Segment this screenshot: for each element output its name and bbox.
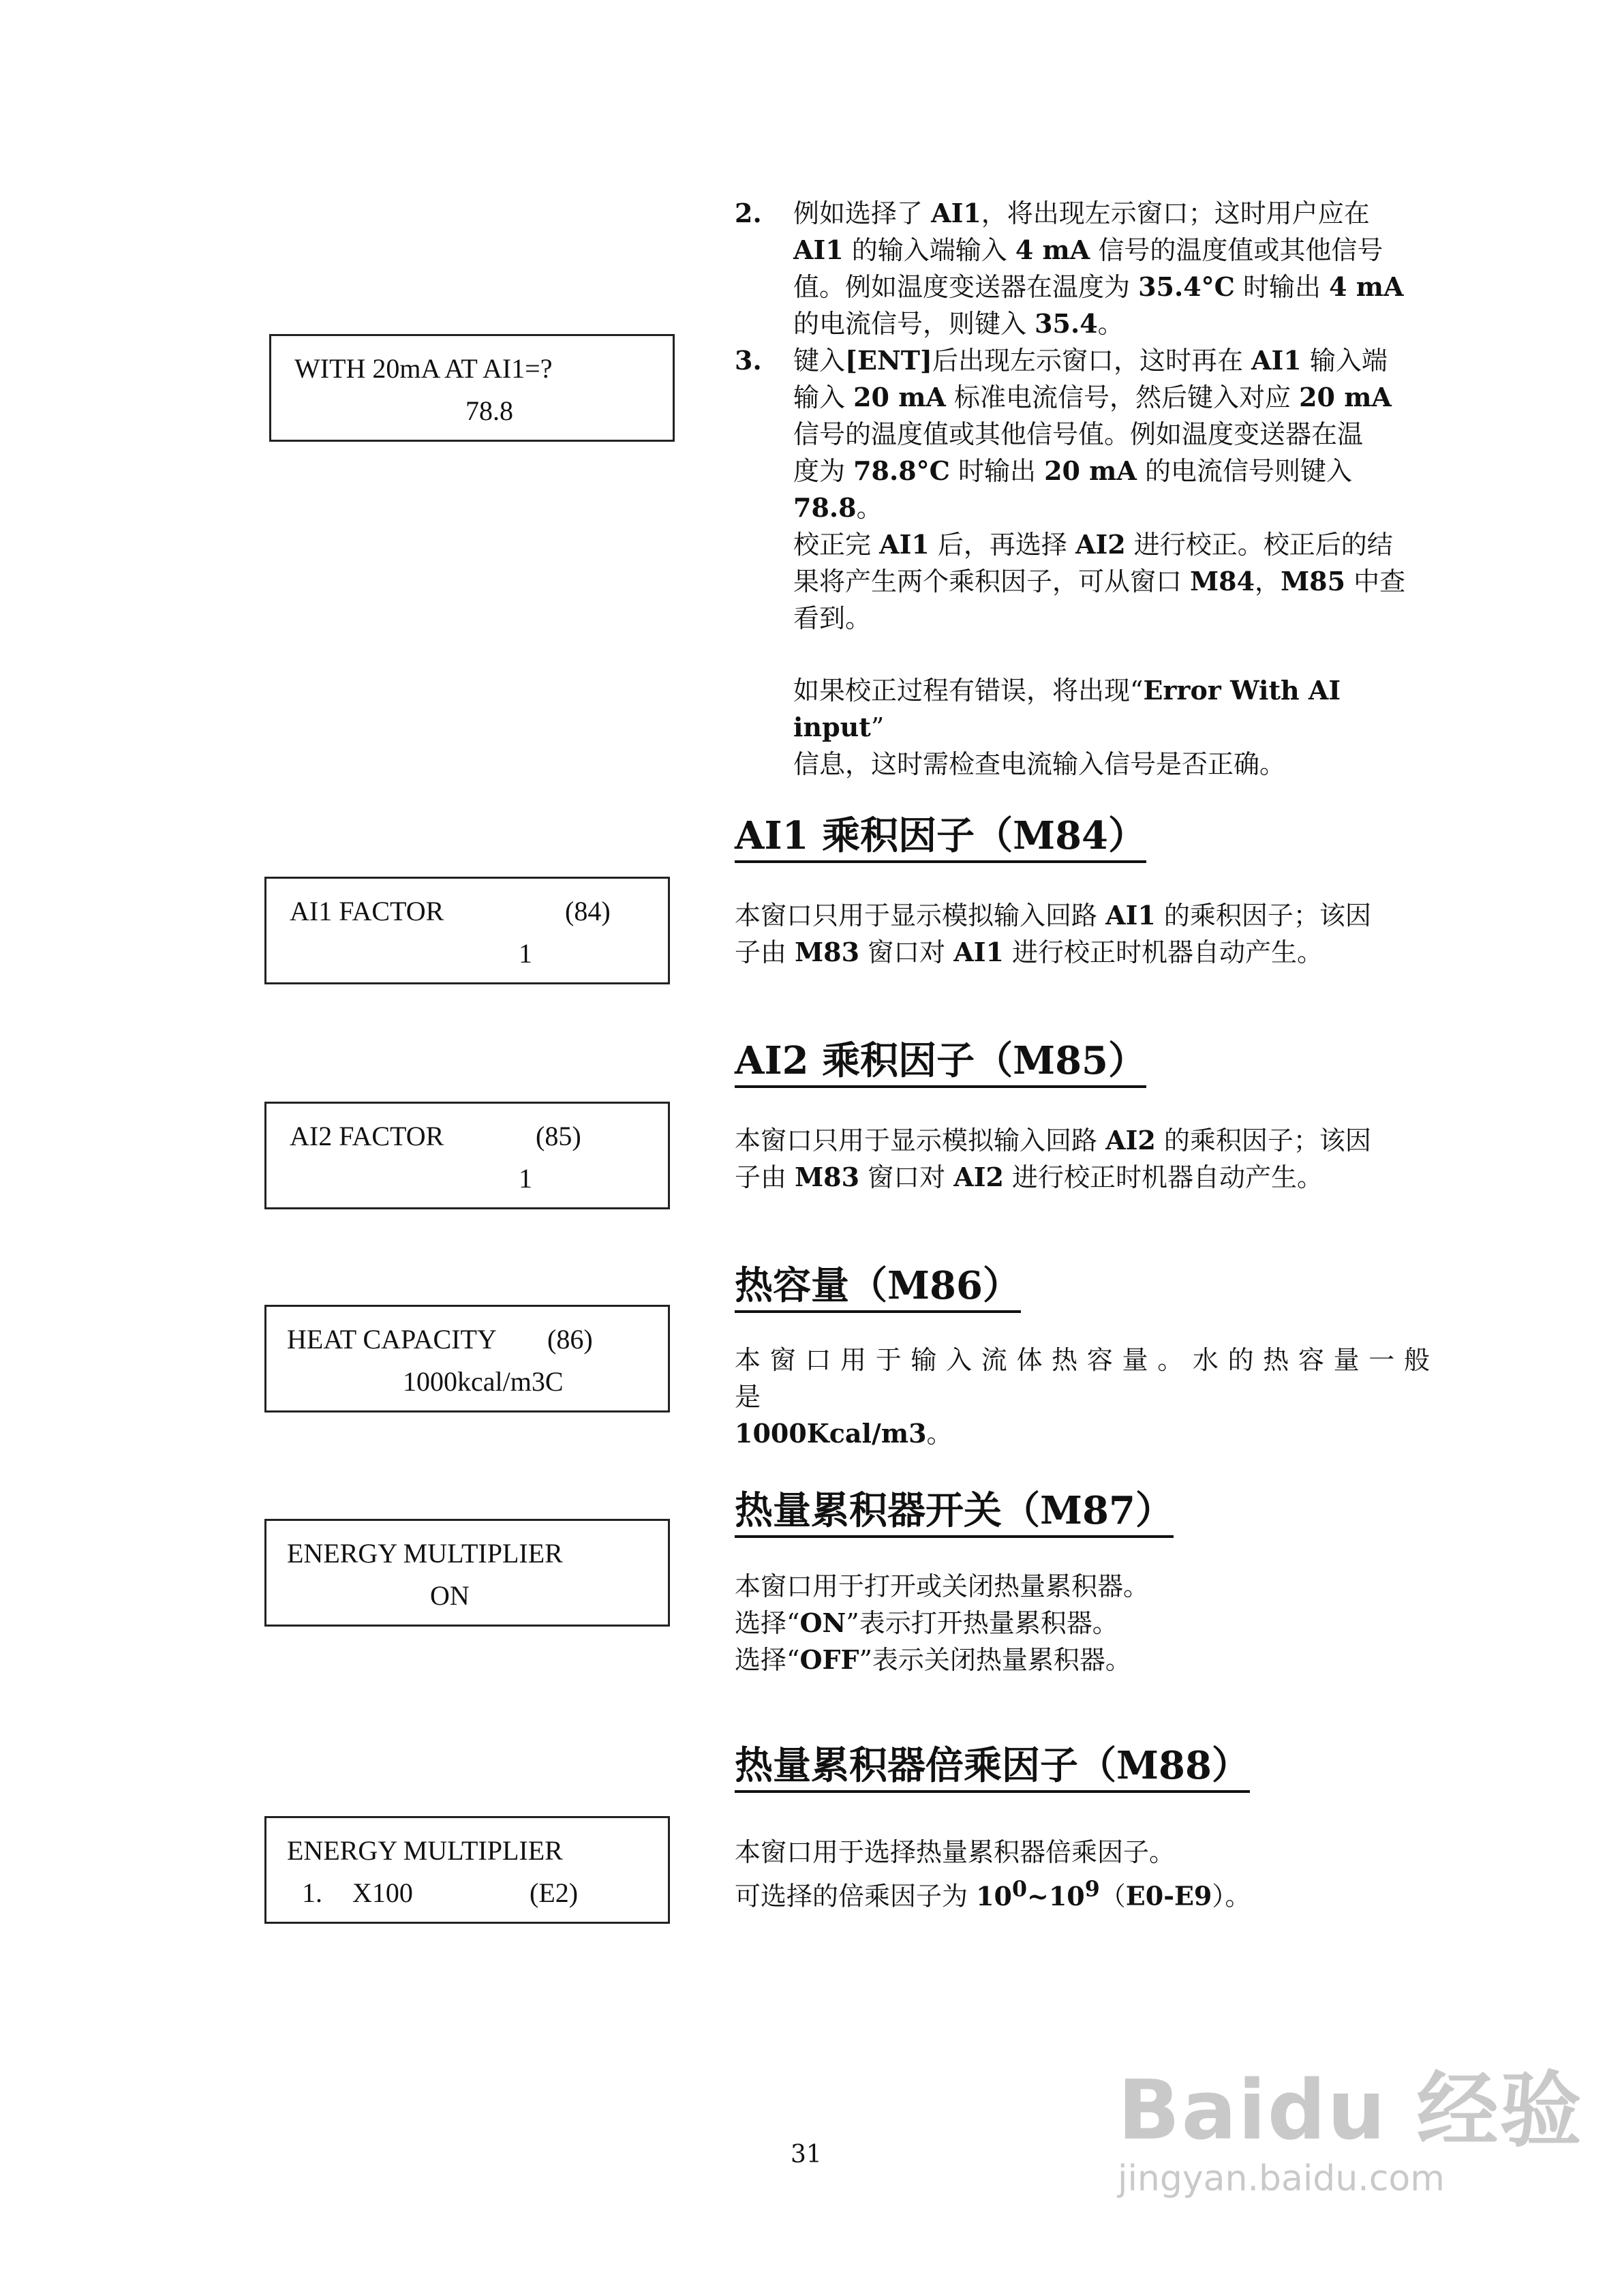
section-m84-text xyxy=(735,897,1430,971)
lcd-index: 1. xyxy=(302,1877,322,1908)
text-line: 本窗口用于选择热量累积器倍乘因子。 xyxy=(735,1837,1176,1867)
text-line: 度为 78.8°C 时输出 20 mA 的电流信号则键入 78.8。 xyxy=(793,455,1352,523)
watermark-logo: Baidu 经验 xyxy=(1118,2064,1583,2158)
heading-m86: 热容量（M86） xyxy=(735,1265,1021,1313)
text-line: 选择“OFF”表示关闭热量累积器。 xyxy=(735,1644,1131,1675)
text-line: input” xyxy=(793,712,885,742)
text-line: 键入[ENT]后出现左示窗口，这时再在 AI1 输入端 xyxy=(793,345,1388,376)
lcd-ai1-20ma xyxy=(269,334,675,442)
text-line: 校正完 AI1 后，再选择 AI2 进行校正。校正后的结 xyxy=(793,529,1393,560)
heading-m87: 热量累积器开关（M87） xyxy=(735,1490,1174,1538)
heading-m84: AI1 乘积因子（M84） xyxy=(735,815,1146,863)
text-line: 如果校正过程有错误，将出现“Error With AI xyxy=(793,675,1341,706)
lcd-m86 xyxy=(264,1305,670,1413)
error-note xyxy=(793,672,1430,783)
text-line: AI1 的输入端输入 4 mA 信号的温度值或其他信号 xyxy=(793,235,1383,265)
lcd-value: 1 xyxy=(519,1163,532,1194)
lcd-line1: WITH 20mA AT AI1=? xyxy=(294,353,553,384)
lcd-m85 xyxy=(264,1102,670,1209)
text-line: 例如选择了 AI1，将出现左示窗口；这时用户应在 xyxy=(793,198,1370,228)
section-m85-text xyxy=(735,1122,1430,1196)
text-line: 本窗口只用于显示模拟输入回路 AI1 的乘积因子；该因 xyxy=(735,900,1371,931)
lcd-m84 xyxy=(264,877,670,984)
text-line: 信号的温度值或其他信号值。例如温度变送器在温 xyxy=(793,419,1364,449)
text-line: 看到。 xyxy=(793,603,872,633)
lcd-title: HEAT CAPACITY xyxy=(287,1324,497,1355)
lcd-code: (E2) xyxy=(530,1877,579,1908)
lcd-value: ON xyxy=(430,1580,470,1611)
text-line: 本窗口用于打开或关闭热量累积器。 xyxy=(735,1571,1150,1601)
lcd-option: X100 xyxy=(352,1877,413,1908)
text-line: 本 窗 口 用 于 输 入 流 体 热 容 量 。 水 的 热 容 量 一 般 是 xyxy=(735,1345,1430,1412)
text-line: 输入 20 mA 标准电流信号，然后键入对应 20 mA xyxy=(793,382,1392,412)
step-3-body xyxy=(793,342,1430,526)
lcd-code: (84) xyxy=(565,896,611,926)
step-number: 3. xyxy=(735,345,762,376)
lcd-title: AI1 FACTOR xyxy=(290,896,444,926)
text-line: 子由 M83 窗口对 AI1 进行校正时机器自动产生。 xyxy=(735,937,1323,967)
lcd-value: 1000kcal/m3C xyxy=(403,1366,564,1397)
section-m86-text xyxy=(735,1342,1430,1452)
lcd-code: (86) xyxy=(547,1324,593,1355)
text-line: 本窗口只用于显示模拟输入回路 AI2 的乘积因子；该因 xyxy=(735,1125,1371,1155)
watermark-url: jingyan.baidu.com xyxy=(1118,2158,1445,2199)
calibration-note xyxy=(793,526,1430,637)
text-line: 信息，这时需检查电流输入信号是否正确。 xyxy=(793,749,1286,779)
text-line: 可选择的倍乘因子为 $10^0\sim 10^9(E0-E9)$。 xyxy=(735,1876,1251,1912)
baidu-watermark xyxy=(1118,2045,1583,2199)
heading-m85: AI2 乘积因子（M85） xyxy=(735,1040,1146,1088)
step-number: 2. xyxy=(735,198,762,228)
lcd-m87 xyxy=(264,1519,670,1627)
text-line: 值。例如温度变送器在温度为 35.4°C 时输出 4 mA xyxy=(793,271,1404,302)
lcd-title: ENERGY MULTIPLIER xyxy=(287,1835,563,1866)
lcd-m88 xyxy=(264,1816,670,1924)
text-line: 的电流信号，则键入 35.4。 xyxy=(793,308,1124,339)
page-number: 31 xyxy=(791,2141,822,2169)
heading-m88: 热量累积器倍乘因子（M88） xyxy=(735,1745,1250,1793)
step-2-body xyxy=(793,195,1430,342)
text-line: 果将产生两个乘积因子，可从窗口 M84，M85 中查 xyxy=(793,566,1406,596)
lcd-title: ENERGY MULTIPLIER xyxy=(287,1538,563,1569)
section-m87-text xyxy=(735,1568,1430,1678)
lcd-title: AI2 FACTOR xyxy=(290,1121,444,1151)
section-m88-text xyxy=(735,1834,1430,1915)
step-2 xyxy=(735,195,1430,342)
step-3 xyxy=(735,342,1430,526)
text-line: 选择“ON”表示打开热量累积器。 xyxy=(735,1607,1118,1638)
text-line: 子由 M83 窗口对 AI2 进行校正时机器自动产生。 xyxy=(735,1162,1323,1192)
text-line: 1000Kcal/m3。 xyxy=(735,1418,953,1449)
lcd-line2: 78.8 xyxy=(465,395,513,426)
lcd-code: (85) xyxy=(536,1121,581,1151)
lcd-value: 1 xyxy=(519,938,532,969)
